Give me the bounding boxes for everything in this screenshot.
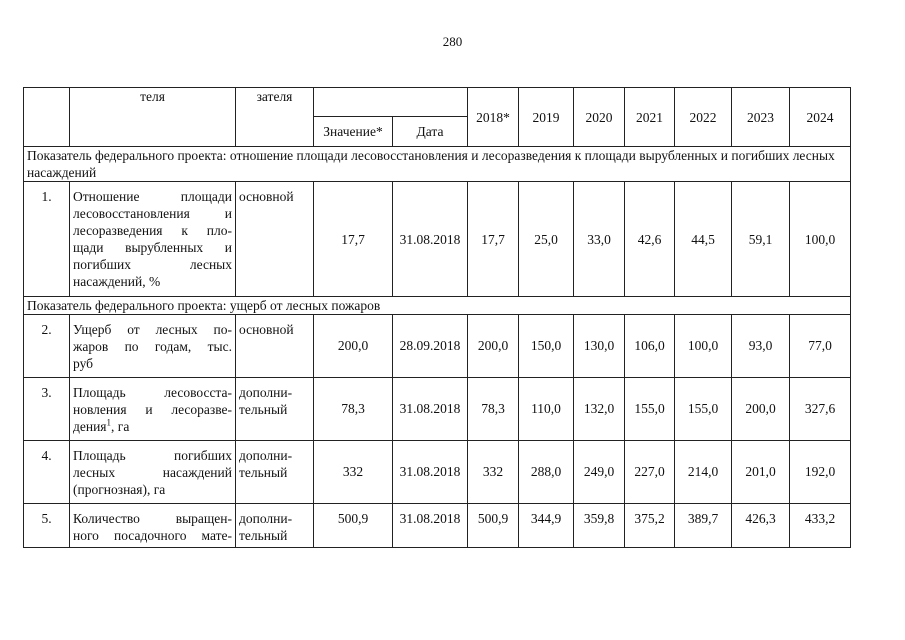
row-year-value: 150,0 [519,315,574,378]
header-year-cell: 2018* [468,88,519,147]
table-row [24,182,851,297]
row-number: 3. [24,378,70,441]
row-name [70,315,236,378]
row-year-value: 433,2 [790,504,851,548]
name-line: руб [73,356,94,371]
header-year-cell: 2023 [732,88,790,147]
row-year-value: 155,0 [625,378,675,441]
name-line [73,418,232,435]
row-value: 17,7 [314,182,393,297]
type-line: дополни- [239,448,293,463]
row-year-value: 359,8 [574,504,625,548]
row-year-value: 426,3 [732,504,790,548]
row-type [236,504,314,548]
header-year-cell: 2024 [790,88,851,147]
row-name [70,504,236,548]
row-year-value: 332 [468,441,519,504]
name-line: лесовосстановления и [73,206,232,221]
row-year-value: 344,9 [519,504,574,548]
name-line: жаров по годам, тыс. [73,339,232,354]
section-row [24,147,851,182]
name-line: насаждений, % [73,274,161,289]
name-line: погибших лесных [73,257,232,272]
table-row [24,378,851,441]
section-title: Показатель федерального проекта: отношение площади лесовосстановления и лесоразведения к площади вырубленных и погибших лесных насаждений [24,147,851,182]
row-year-value: 25,0 [519,182,574,297]
header-base-date: Дата [393,117,468,147]
page-number: 280 [442,34,463,49]
header-num-cell [24,88,70,147]
name-line: ного посадочного мате- [73,528,232,543]
row-date: 31.08.2018 [393,378,468,441]
header-type-text: зателя [256,89,293,104]
name-line: лесных насаждений [73,465,232,480]
name-line: Отношение площади [73,189,232,204]
row-type [236,441,314,504]
header-year-cell: 2022 [675,88,732,147]
type-line: дополни- [239,385,293,400]
row-year-value: 249,0 [574,441,625,504]
row-year-value: 500,9 [468,504,519,548]
name-line: Количество выращен- [73,511,232,526]
row-name [70,378,236,441]
row-year-value: 192,0 [790,441,851,504]
row-year-value: 200,0 [732,378,790,441]
row-value: 200,0 [314,315,393,378]
header-base-value: Значение* [314,117,393,147]
row-year-value: 42,6 [625,182,675,297]
header-year-cell: 2021 [625,88,675,147]
row-year-value: 155,0 [675,378,732,441]
type-line: тельный [239,465,288,480]
row-year-value: 327,6 [790,378,851,441]
header-type-cell [236,88,314,147]
name-line-part: дения [73,419,107,434]
row-year-value: 100,0 [790,182,851,297]
row-name [70,182,236,297]
row-value: 500,9 [314,504,393,548]
row-value: 332 [314,441,393,504]
name-line: лесоразведения к пло- [73,223,232,238]
row-type [236,315,314,378]
section-title: Показатель федерального проекта: ущерб от лесных пожаров [24,297,851,315]
row-number: 2. [24,315,70,378]
table-row [24,504,851,548]
name-line-part: , га [111,419,130,434]
row-date: 31.08.2018 [393,182,468,297]
header-year-cell: 2020 [574,88,625,147]
row-year-value: 214,0 [675,441,732,504]
row-year-value: 78,3 [468,378,519,441]
header-year-cell: 2019 [519,88,574,147]
row-year-value: 110,0 [519,378,574,441]
row-number: 5. [24,504,70,548]
name-line: щади вырубленных и [73,240,232,255]
indicators-table [23,87,851,548]
name-line: Ущерб от лесных по- [73,322,232,337]
row-year-value: 130,0 [574,315,625,378]
row-year-value: 375,2 [625,504,675,548]
row-number: 4. [24,441,70,504]
row-year-value: 227,0 [625,441,675,504]
row-date: 31.08.2018 [393,504,468,548]
name-line: (прогнозная), га [73,482,166,497]
type-line: дополни- [239,511,293,526]
type-line: основной [239,322,294,337]
row-year-value: 389,7 [675,504,732,548]
footnote-marker: 1 [106,417,112,428]
row-year-value: 200,0 [468,315,519,378]
row-type [236,378,314,441]
row-year-value: 132,0 [574,378,625,441]
row-year-value: 44,5 [675,182,732,297]
header-name-text: теля [140,89,165,104]
row-year-value: 77,0 [790,315,851,378]
row-year-value: 201,0 [732,441,790,504]
type-line: тельный [239,402,288,417]
table-row [24,441,851,504]
row-year-value: 106,0 [625,315,675,378]
row-type [236,182,314,297]
type-line: тельный [239,528,288,543]
row-year-value: 59,1 [732,182,790,297]
row-value: 78,3 [314,378,393,441]
section-row [24,297,851,315]
header-row [24,88,851,117]
name-line: Площадь погибших [73,448,232,463]
header-base-cell [314,88,468,117]
row-number: 1. [24,182,70,297]
row-year-value: 33,0 [574,182,625,297]
row-name [70,441,236,504]
header-name-cell [70,88,236,147]
row-date: 31.08.2018 [393,441,468,504]
row-date: 28.09.2018 [393,315,468,378]
name-line: новления и лесоразве- [73,402,232,417]
row-year-value: 288,0 [519,441,574,504]
row-year-value: 100,0 [675,315,732,378]
table-row [24,315,851,378]
name-line: Площадь лесовосста- [73,385,232,400]
type-line: основной [239,189,294,204]
row-year-value: 17,7 [468,182,519,297]
row-year-value: 93,0 [732,315,790,378]
